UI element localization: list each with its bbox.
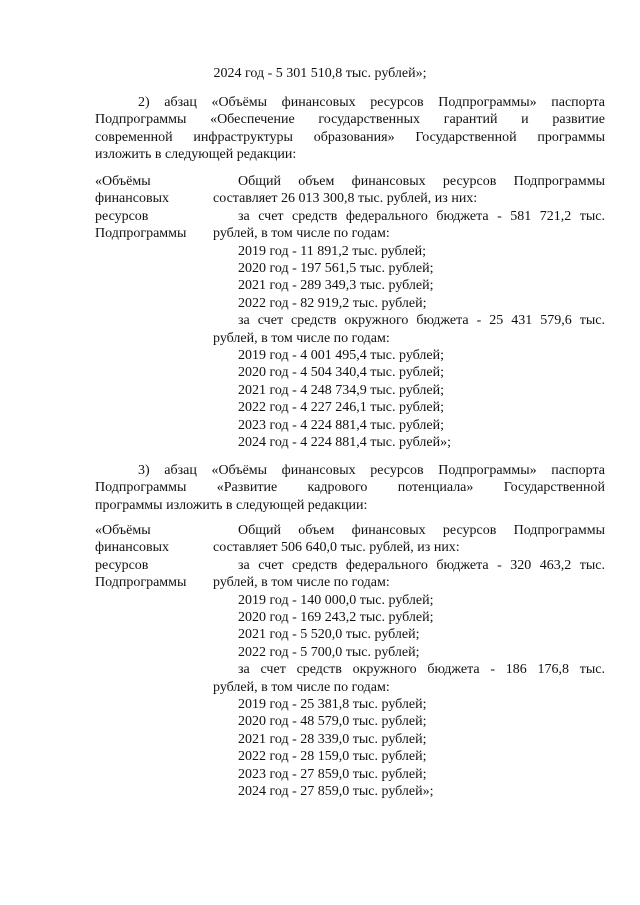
content-line: 2020 год - 197 561,5 тыс. рублей;: [238, 261, 434, 277]
label-line: ресурсов: [95, 208, 149, 224]
content-line: 2023 год - 4 224 881,4 тыс. рублей;: [238, 417, 445, 433]
label-line: ресурсов: [95, 557, 149, 573]
section3-intro: [95, 462, 605, 514]
content-line: рублей, в том числе по годам:: [213, 575, 390, 591]
content-line: 2022 год - 4 227 246,1 тыс. рублей;: [238, 400, 445, 416]
content-line: 2023 год - 27 859,0 тыс. рублей;: [238, 766, 427, 782]
top-line: 2024 год - 5 301 510,8 тыс. рублей»;: [213, 66, 427, 81]
content-line: составляет 26 013 300,8 тыс. рублей, из них:: [213, 191, 478, 207]
section2-content: [213, 173, 605, 452]
section3-label: [95, 522, 205, 592]
content-line: 2021 год - 28 339,0 тыс. рублей;: [238, 731, 427, 747]
content-line: 2024 год - 27 859,0 тыс. рублей»;: [238, 784, 434, 800]
content-line: 2019 год - 25 381,8 тыс. рублей;: [238, 697, 427, 713]
section3-intro-line: программы изложить в следующей редакции:: [95, 497, 368, 513]
label-line: «Объёмы: [95, 523, 151, 538]
content-line: 2019 год - 4 001 495,4 тыс. рублей;: [238, 348, 445, 364]
content-line: 2022 год - 28 159,0 тыс. рублей;: [238, 749, 427, 765]
section3-intro-line: 3) абзац «Объёмы финансовых ресурсов Подпрограммы» паспорта: [138, 463, 605, 478]
content-line: Общий объем финансовых ресурсов Подпрограммы: [238, 523, 605, 538]
section2-intro-line: Подпрограммы «Обеспечение государственных гарантий и развитие: [95, 112, 605, 128]
label-line: финансовых: [95, 191, 169, 207]
label-line: «Объёмы: [95, 174, 151, 189]
content-line: 2020 год - 4 504 340,4 тыс. рублей;: [238, 365, 445, 381]
label-line: Подпрограммы: [95, 575, 187, 591]
content-line: 2019 год - 11 891,2 тыс. рублей;: [238, 243, 426, 259]
label-line: финансовых: [95, 540, 169, 556]
section3-content: [213, 522, 605, 801]
content-line: 2021 год - 289 349,3 тыс. рублей;: [238, 278, 434, 294]
content-line: рублей, в том числе по годам:: [213, 330, 390, 346]
content-line: 2022 год - 5 700,0 тыс. рублей;: [238, 644, 420, 660]
content-line: рублей, в том числе по годам:: [213, 679, 390, 695]
label-line: Подпрограммы: [95, 226, 187, 242]
content-line: 2022 год - 82 919,2 тыс. рублей;: [238, 295, 427, 311]
section2-intro: [95, 94, 605, 164]
content-line: 2020 год - 169 243,2 тыс. рублей;: [238, 610, 434, 626]
section2-label: [95, 173, 205, 243]
content-line: за счет средств федерального бюджета - 581 721,2 тыс.: [238, 208, 605, 224]
content-line: Общий объем финансовых ресурсов Подпрограммы: [238, 174, 605, 189]
content-line: 2019 год - 140 000,0 тыс. рублей;: [238, 592, 434, 608]
section2-intro-line: современной инфраструктуры образования» Государственной программы: [95, 129, 605, 145]
content-line: 2021 год - 5 520,0 тыс. рублей;: [238, 627, 420, 643]
content-line: 2024 год - 4 224 881,4 тыс. рублей»;: [238, 435, 452, 451]
content-line: 2020 год - 48 579,0 тыс. рублей;: [238, 714, 427, 730]
content-line: за счет средств окружного бюджета - 186 176,8 тыс.: [238, 662, 605, 678]
content-line: за счет средств окружного бюджета - 25 431 579,6 тыс.: [238, 313, 605, 329]
section2-intro-line: 2) абзац «Объёмы финансовых ресурсов Подпрограммы» паспорта: [138, 95, 605, 110]
section3-intro-line: Подпрограммы «Развитие кадрового потенциала» Государственной: [95, 480, 605, 496]
content-line: рублей, в том числе по годам:: [213, 226, 390, 242]
section2-intro-line: изложить в следующей редакции:: [95, 147, 297, 163]
content-line: 2021 год - 4 248 734,9 тыс. рублей;: [238, 382, 445, 398]
content-line: составляет 506 640,0 тыс. рублей, из них:: [213, 540, 460, 556]
content-line: за счет средств федерального бюджета - 320 463,2 тыс.: [238, 557, 605, 573]
